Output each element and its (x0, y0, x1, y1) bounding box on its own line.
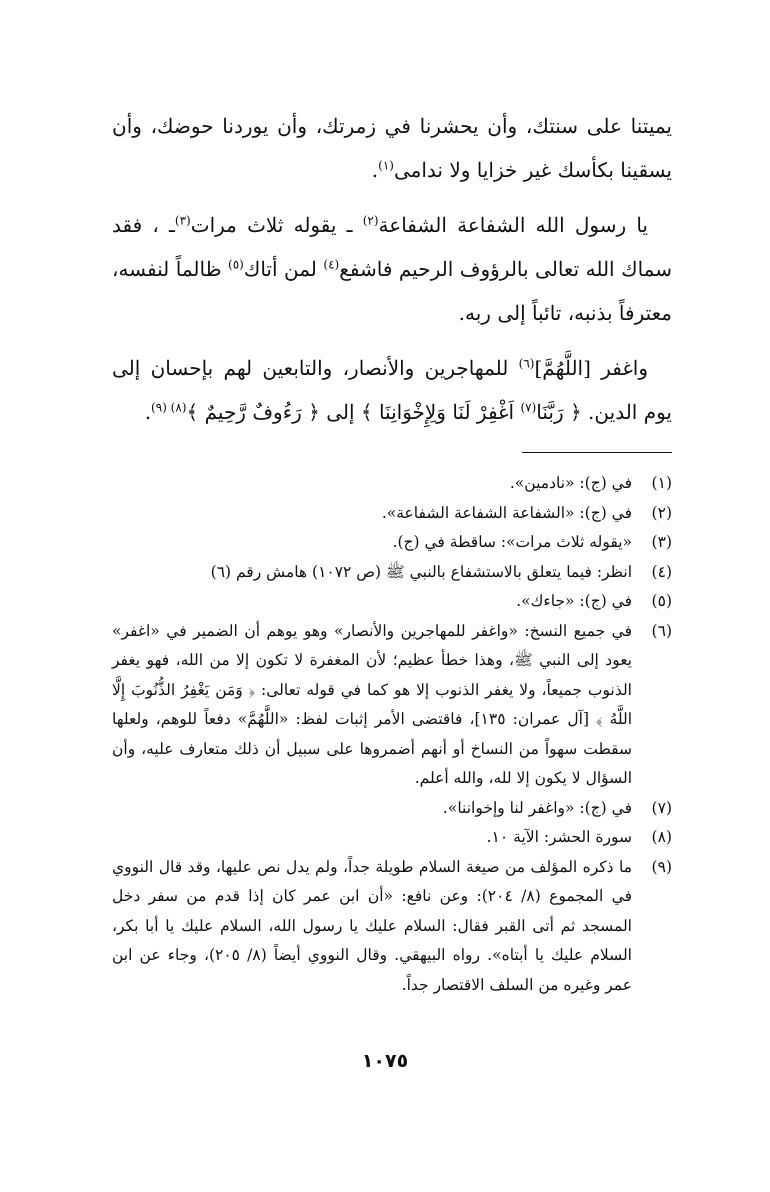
body-text: يميتنا على سنتك، وأن يحشرنا في زمرتك، وأن يوردنا حوضك، وأن يسقينا بكأسك غير خزايا ولا ندامى (112, 114, 672, 182)
footnote (112, 558, 672, 588)
footnote-reference[interactable]: (٢) (362, 213, 379, 228)
page-number: ١٠٧٥ (361, 1050, 409, 1072)
footnote-reference[interactable]: (٥) (228, 257, 244, 272)
footnote-text: في (ج): «واغفر لنا وإخواننا». (442, 798, 632, 817)
footnote-number: (٤) (651, 562, 672, 581)
body-text: ـ يقوله ثلاث مرات (190, 213, 363, 237)
body-text: ظالماً لنفسه، معترفاً بذنبه، تائباً إلى ربه. (112, 257, 672, 325)
footnote-reference[interactable]: (٤) (323, 257, 340, 272)
footnote-text: انظر: فيما يتعلق بالاستشفاع بالنبي ﷺ (ص ١٠٧٢) هامش رقم (٦) (210, 562, 632, 581)
footnote-reference[interactable]: (٣) (174, 213, 191, 228)
body-text: للمهاجرين والأنصار، والتابعين لهم بإحسان إلى يوم الدين. ﴿ رَبَّنَا (112, 356, 672, 424)
footnote (112, 528, 672, 558)
footnote-number: (٨) (651, 828, 672, 846)
footnote-reference[interactable]: (٦) (518, 356, 535, 371)
footnote-number: (١) (651, 474, 672, 492)
footnote-number: (٣) (651, 533, 672, 551)
footnote-number: (٦) (651, 621, 672, 640)
footnote-reference[interactable]: (٧) (520, 400, 537, 415)
footnote-text: ما ذكره المؤلف من صيغة السلام طويلة جداً، ولم يدل نص عليها، وقد قال النووي في المجموع (٨/ ٢٠٤): وعن نافع: «أن ابن عمر كان إذا قدم من سفر دخل المسجد ثم أتى القبر فقال: السلام عليك يا رسول الله، السلام عليك يا أبا بكر، السلام عليك يا أبتاه». رواه البيهقي. وقال النووي أيضاً (٨/ ٢٠٥)، وجاء عن ابن عمر وغيره من السلف الاقتصار جداً. (112, 857, 632, 994)
footnote-text: في (ج): «الشفاعة الشفاعة الشفاعة». (381, 503, 632, 522)
body-text: . (371, 158, 379, 182)
footnote (112, 587, 672, 617)
footnote (112, 617, 672, 794)
footnote (112, 469, 672, 499)
body-text: . (144, 400, 152, 424)
body-text: ـ ، فقد سماك الله تعالى بالرؤوف الرحيم فاشفع (112, 213, 672, 281)
footnote-text: في جميع النسخ: «واغفر للمهاجرين والأنصار» وهو يوهم أن الضمير في «اغفر» يعود إلى النبي ﷺ، وهذا خطأ عظيم؛ لأن المغفرة لا تكون إلا من الله، فهو يغفر الذنوب جميعاً، ولا يغفر الذنوب إلا هو كما في قوله تعالى: ﴿ وَمَن يَغْفِرُ الذُّنُوبَ إِلَّا اللَّهُ ﴾ [آل عمران: ١٣٥]، فاقتضى الأمر إثبات لفظ: «اللَّهُمَّ» دفعاً للوهم، ولعلها سقطت سهواً من النساخ أو أنهم أضمروها على سبيل أن ذلك متعارف عليه، وأن السؤال لا يكون إلا لله، والله أعلم. (112, 621, 632, 787)
body-text: اَغْفِرْ لَنَا وَلِإِخْوَانِنَا ﴾ إلى ﴿ رَءُوفٌ رَّحِيمٌ ﴾ (186, 400, 521, 424)
body-paragraph (112, 346, 672, 434)
body-text: لمن أتاك (243, 257, 324, 281)
footnote-number: (٧) (651, 798, 672, 817)
body-text: واغفر [اللَّهُمَّ] (534, 356, 648, 380)
footnote (112, 853, 672, 1001)
footnote-reference[interactable]: (٨) (٩) (151, 400, 187, 415)
body-text: يا رسول الله الشفاعة الشفاعة (378, 213, 648, 237)
main-text (112, 104, 672, 434)
footnote-text: «يقوله ثلاث مرات»: ساقطة في (ج). (392, 533, 632, 551)
footnote-text: في (ج): «نادمين». (509, 474, 632, 492)
footnote-reference[interactable]: (١) (378, 158, 394, 173)
body-paragraph (112, 104, 672, 192)
footnote-number: (٥) (651, 592, 672, 610)
footnote (112, 499, 672, 529)
page-content (112, 104, 672, 1000)
footnote (112, 794, 672, 824)
footnotes (112, 469, 672, 1000)
footnote (112, 823, 672, 853)
footnote-text: سورة الحشر: الآية ١٠. (486, 828, 632, 846)
footnote-number: (٢) (651, 503, 672, 522)
footnote-text: في (ج): «جاءك». (516, 592, 632, 610)
footnote-divider (522, 452, 672, 453)
body-paragraph (112, 203, 672, 335)
footnote-number: (٩) (651, 857, 672, 876)
